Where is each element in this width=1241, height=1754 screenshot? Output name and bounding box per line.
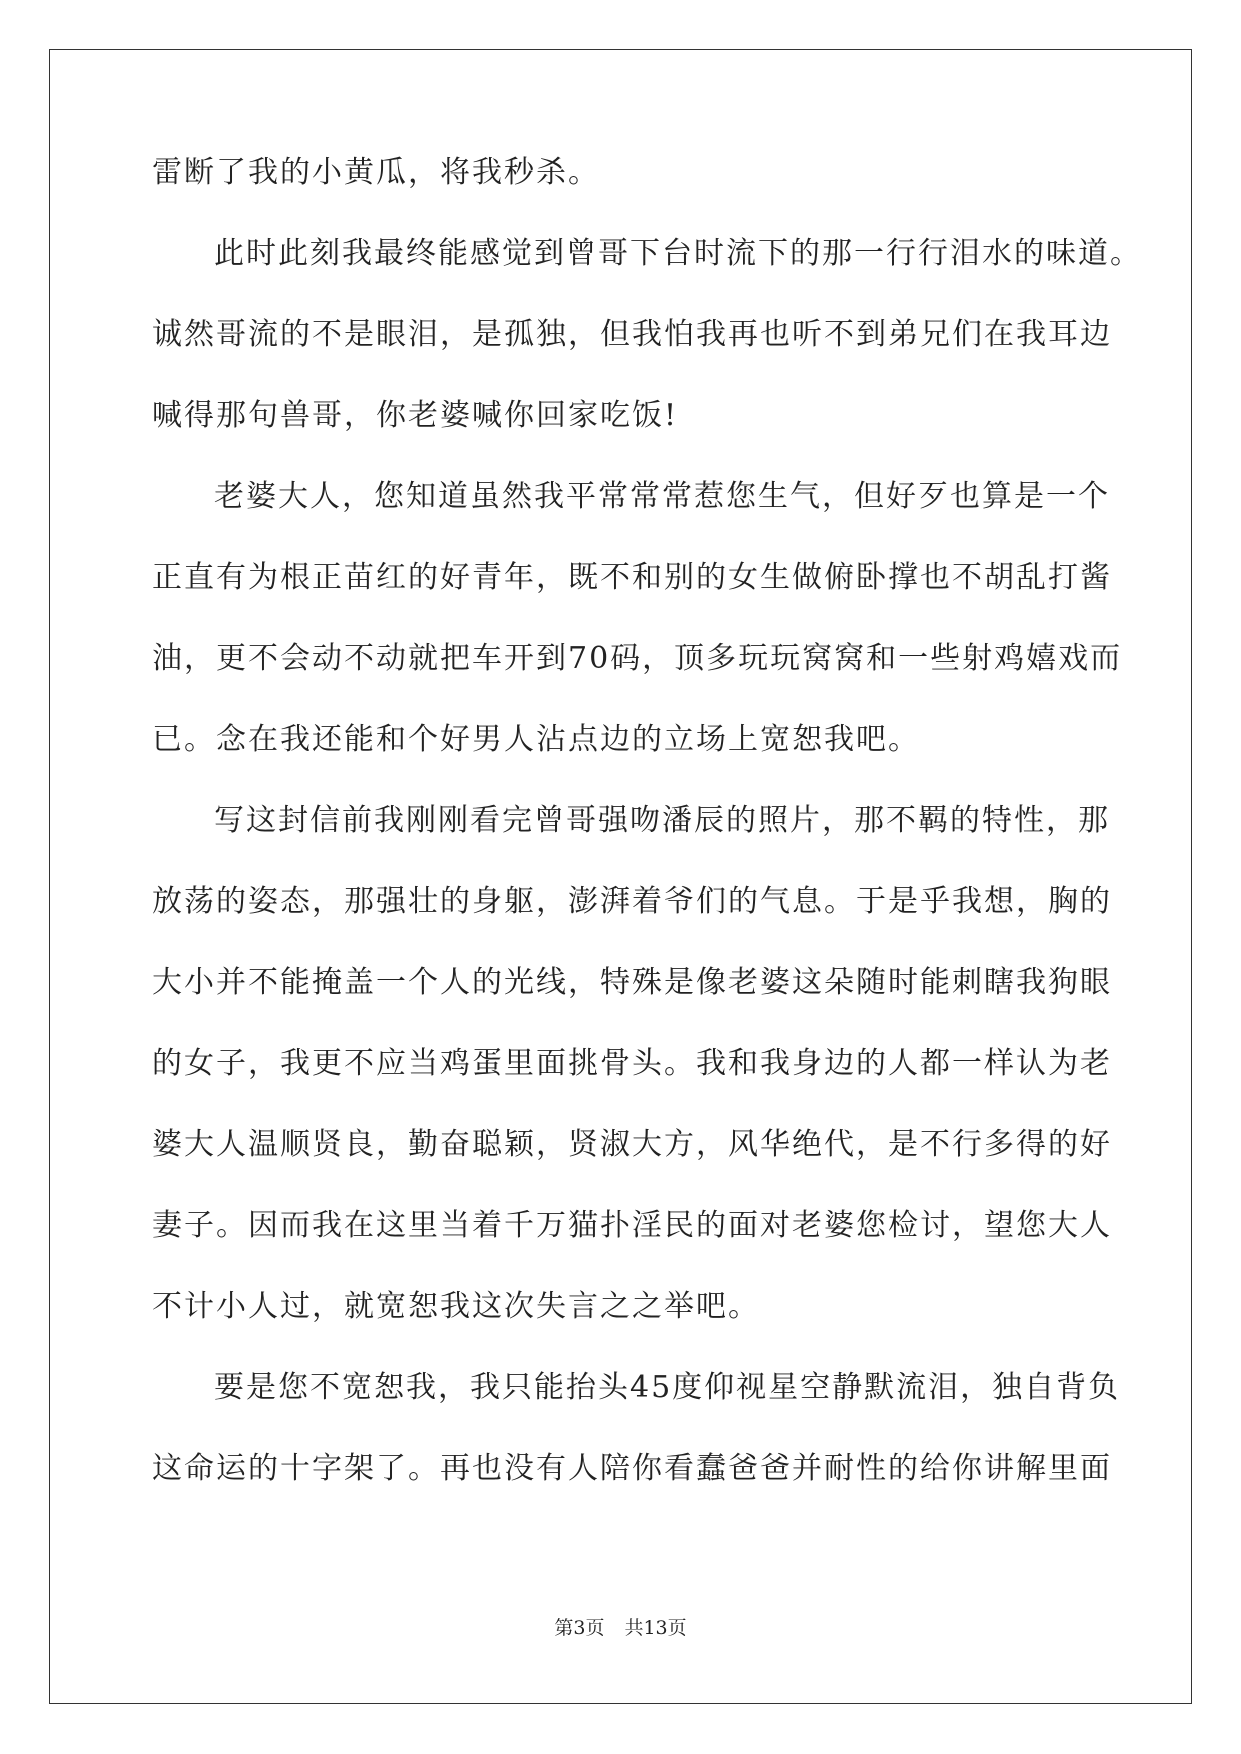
text-line-11: 大小并不能掩盖一个人的光线，特殊是像老婆这朵随时能刺瞎我狗眼 — [152, 965, 1112, 1000]
text-line-3: 诚然哥流的不是眼泪，是孤独，但我怕我再也听不到弟兄们在我耳边 — [152, 317, 1112, 352]
text-line-10: 放荡的姿态，那强壮的身躯，澎湃着爷们的气息。于是乎我想，胸的 — [152, 884, 1112, 919]
text-line-15: 不计小人过，就宽恕我这次失言之之举吧。 — [152, 1289, 760, 1324]
text-line-14: 妻子。因而我在这里当着千万猫扑淫民的面对老婆您检讨，望您大人 — [152, 1208, 1112, 1243]
text-line-12: 的女子，我更不应当鸡蛋里面挑骨头。我和我身边的人都一样认为老 — [152, 1046, 1112, 1081]
text-line-16: 要是您不宽恕我，我只能抬头45度仰视星空静默流泪，独自背负 — [214, 1370, 1121, 1405]
page-footer — [0, 1616, 1241, 1640]
text-line-4: 喊得那句兽哥，你老婆喊你回家吃饭! — [152, 398, 679, 433]
page-total: 共13页 — [624, 1617, 687, 1639]
text-line-5: 老婆大人，您知道虽然我平常常常惹您生气，但好歹也算是一个 — [214, 479, 1110, 514]
page-number: 第3页 — [554, 1617, 605, 1639]
text-line-9: 写这封信前我刚刚看完曾哥强吻潘辰的照片，那不羁的特性，那 — [214, 803, 1110, 838]
text-line-17: 这命运的十字架了。再也没有人陪你看蠢爸爸并耐性的给你讲解里面 — [152, 1451, 1112, 1486]
text-line-2: 此时此刻我最终能感觉到曾哥下台时流下的那一行行泪水的味道。 — [214, 236, 1142, 271]
text-line-7: 油，更不会动不动就把车开到70码，顶多玩玩窝窝和一些射鸡嬉戏而 — [152, 641, 1123, 676]
text-line-6: 正直有为根正苗红的好青年，既不和别的女生做俯卧撑也不胡乱打酱 — [152, 560, 1112, 595]
text-line-13: 婆大人温顺贤良，勤奋聪颖，贤淑大方，风华绝代，是不行多得的好 — [152, 1127, 1112, 1162]
text-line-8: 已。念在我还能和个好男人沾点边的立场上宽恕我吧。 — [152, 722, 920, 757]
text-line-1: 雷断了我的小黄瓜，将我秒杀。 — [152, 155, 600, 190]
